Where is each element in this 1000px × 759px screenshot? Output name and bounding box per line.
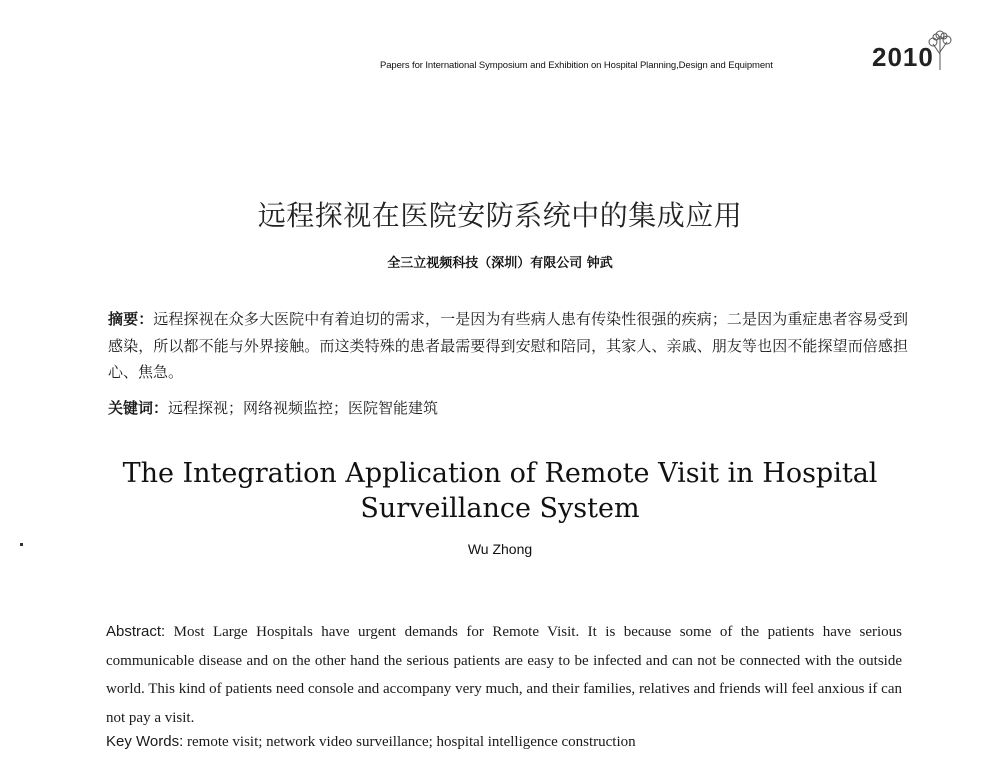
chinese-keywords-text: 远程探视；网络视频监控；医院智能建筑 xyxy=(168,399,439,417)
chinese-title: 远程探视在医院安防系统中的集成应用 xyxy=(257,199,743,232)
english-abstract-label: Abstract: xyxy=(106,623,166,640)
chinese-abstract-label: 摘要： xyxy=(108,310,154,328)
chinese-abstract xyxy=(108,306,908,386)
english-keywords-text: remote visit; network video surveillance; hospital intelligence construction xyxy=(187,734,636,750)
english-abstract-text: Most Large Hospitals have urgent demands for Remote Visit. It is because some of the patients have serious communicable disease and on the other hand the serious patients are easy to be infected and can not be connected with the outside world. This kind of patients need console and accompany very much, and their families, relatives and friends will feel anxious if can not pay a visit. xyxy=(106,624,902,726)
logo-year: 2010 xyxy=(872,42,934,72)
conference-logo xyxy=(866,26,956,76)
english-title xyxy=(0,456,1000,526)
english-author: Wu Zhong xyxy=(467,541,533,557)
english-abstract xyxy=(106,618,902,732)
conference-header: Papers for International Symposium and Exhibition on Hospital Planning,Design and Equipment xyxy=(380,60,773,71)
chinese-affiliation: 全三立视频科技（深圳）有限公司 钟武 xyxy=(387,256,613,271)
english-title-line-2: Surveillance System xyxy=(360,493,640,524)
chinese-abstract-text: 远程探视在众多大医院中有着迫切的需求，一是因为有些病人患有传染性很强的疾病；二是因为重症患者容易受到感染，所以都不能与外界接触。而这类特殊的患者最需要得到安慰和陪同，其家人、亲戚、朋友等也因不能探望而倍感担心、焦急。 xyxy=(108,310,908,381)
english-title-line-1: The Integration Application of Remote Visit in Hospital xyxy=(122,458,878,489)
chinese-keywords-label: 关键词： xyxy=(108,399,169,417)
english-keywords xyxy=(106,733,902,751)
english-keywords-label: Key Words: xyxy=(106,733,184,750)
chinese-keywords xyxy=(108,397,908,418)
